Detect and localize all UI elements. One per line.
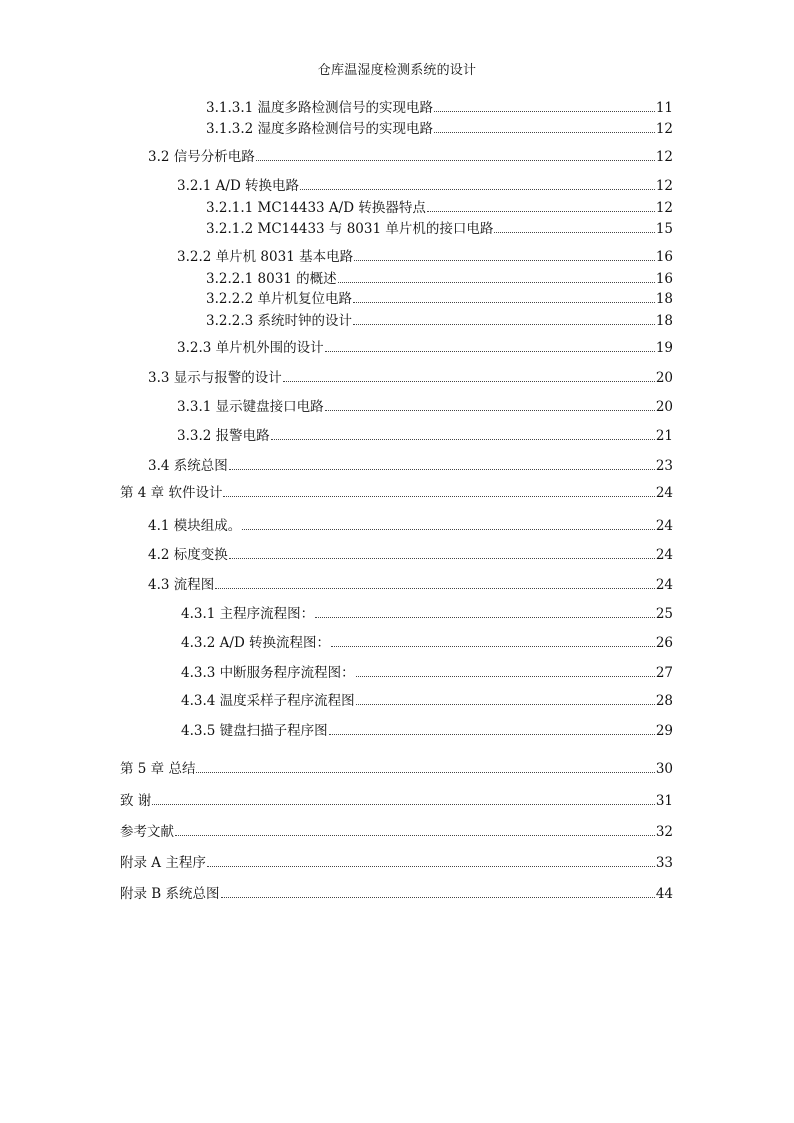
toc-entry-title: 3.1.3.1 温度多路检测信号的实现电路 — [206, 100, 434, 116]
toc-entry-title: 3.3.2 报警电路 — [177, 428, 270, 444]
toc-dot-leader — [329, 734, 655, 735]
toc-entry-page: 20 — [655, 399, 673, 415]
toc-dot-leader — [283, 381, 655, 382]
toc-entry-page: 25 — [655, 606, 673, 622]
toc-entry-title: 附录 B 系统总图 — [120, 886, 220, 902]
toc-dot-leader — [256, 160, 655, 161]
toc-dot-leader — [356, 676, 655, 677]
toc-entry-page: 12 — [655, 178, 673, 194]
toc-dot-leader — [356, 704, 655, 705]
toc-dot-leader — [494, 232, 654, 233]
toc-entry-page: 21 — [655, 428, 673, 444]
toc-entry-page: 24 — [655, 547, 673, 563]
toc-entry-page: 12 — [655, 121, 673, 137]
toc-entry-title: 3.2.1.2 MC14433 与 8031 单片机的接口电路 — [206, 221, 494, 237]
toc-entry-title: 3.3.1 显示键盘接口电路 — [177, 399, 324, 415]
toc-entry-title: 附录 A 主程序 — [120, 855, 206, 871]
toc-dot-leader — [331, 646, 655, 647]
toc-dot-leader — [353, 302, 655, 303]
toc-entry-page: 20 — [655, 370, 673, 386]
toc-entry-page: 30 — [655, 761, 673, 777]
toc-entry-4-3[interactable] — [148, 576, 673, 594]
toc-entry-acknowledgements[interactable] — [120, 792, 673, 810]
toc-entry-chapter-5[interactable] — [120, 760, 673, 778]
toc-entry-page: 33 — [655, 855, 673, 871]
toc-entry-page: 31 — [655, 793, 673, 809]
toc-dot-leader — [175, 835, 655, 836]
toc-entry-title: 3.2.2.3 系统时钟的设计 — [206, 313, 353, 329]
toc-entry-page: 19 — [655, 340, 673, 356]
toc-dot-leader — [434, 132, 655, 133]
toc-entry-4-3-5[interactable] — [181, 722, 673, 740]
toc-dot-leader — [196, 772, 654, 773]
toc-entry-title: 3.2.2.1 8031 的概述 — [206, 271, 337, 287]
toc-dot-leader — [315, 617, 655, 618]
toc-entry-page: 27 — [655, 665, 673, 681]
toc-dot-leader — [223, 496, 654, 497]
toc-entry-page: 26 — [655, 635, 673, 651]
toc-entry-3-2-1-2[interactable] — [206, 220, 673, 238]
toc-entry-3-2-1-1[interactable] — [206, 199, 673, 217]
toc-entry-page: 24 — [655, 518, 673, 534]
toc-entry-title: 第 5 章 总结 — [120, 761, 196, 777]
toc-entry-4-2[interactable] — [148, 546, 673, 564]
toc-entry-title: 4.3.1 主程序流程图： — [181, 606, 315, 622]
toc-entry-page: 24 — [655, 577, 673, 593]
toc-entry-4-3-1[interactable] — [181, 605, 673, 623]
toc-dot-leader — [221, 897, 655, 898]
toc-entry-title: 3.2.1.1 MC14433 A/D 转换器特点 — [206, 200, 426, 216]
toc-dot-leader — [229, 469, 655, 470]
toc-dot-leader — [325, 351, 655, 352]
toc-dot-leader — [152, 804, 655, 805]
toc-entry-3-2-1[interactable] — [177, 177, 673, 195]
toc-entry-title: 3.2 信号分析电路 — [148, 149, 255, 165]
toc-dot-leader — [242, 529, 655, 530]
toc-entry-3-3-1[interactable] — [177, 398, 673, 416]
toc-entry-page: 32 — [655, 824, 673, 840]
toc-entry-4-3-4[interactable] — [181, 692, 673, 710]
toc-entry-page: 16 — [655, 271, 673, 287]
toc-entry-page: 16 — [655, 249, 673, 265]
toc-entry-3-2[interactable] — [148, 148, 673, 166]
toc-entry-title: 3.1.3.2 湿度多路检测信号的实现电路 — [206, 121, 434, 137]
toc-entry-page: 24 — [655, 485, 673, 501]
toc-entry-references[interactable] — [120, 823, 673, 841]
toc-entry-title: 4.3.4 温度采样子程序流程图 — [181, 693, 355, 709]
toc-entry-3-3[interactable] — [148, 369, 673, 387]
toc-entry-page: 29 — [655, 723, 673, 739]
toc-dot-leader — [215, 588, 655, 589]
toc-entry-4-3-3[interactable] — [181, 664, 673, 682]
toc-entry-page: 12 — [655, 200, 673, 216]
toc-entry-chapter-4[interactable] — [120, 484, 673, 502]
toc-entry-3-2-2-2[interactable] — [206, 290, 673, 308]
toc-dot-leader — [271, 439, 655, 440]
toc-entry-title: 致 谢 — [120, 793, 152, 809]
toc-dot-leader — [207, 866, 655, 867]
toc-entry-appendix-a[interactable] — [120, 854, 673, 872]
toc-dot-leader — [325, 410, 655, 411]
toc-entry-title: 3.2.1 A/D 转换电路 — [177, 178, 300, 194]
toc-entry-3-2-3[interactable] — [177, 339, 673, 357]
toc-entry-3-2-2-1[interactable] — [206, 270, 673, 288]
toc-entry-4-3-2[interactable] — [181, 634, 673, 652]
toc-entry-title: 4.3.3 中断服务程序流程图： — [181, 665, 355, 681]
toc-entry-3-1-3-2[interactable] — [206, 120, 673, 138]
toc-entry-title: 3.2.2 单片机 8031 基本电路 — [177, 249, 354, 265]
toc-entry-title: 4.2 标度变换 — [148, 547, 228, 563]
toc-entry-title: 4.3.2 A/D 转换流程图： — [181, 635, 331, 651]
toc-entry-title: 4.1 模块组成。 — [148, 518, 242, 534]
toc-entry-title: 4.3.5 键盘扫描子程序图 — [181, 723, 328, 739]
toc-dot-leader — [434, 111, 655, 112]
toc-entry-page: 23 — [655, 458, 673, 474]
toc-entry-title: 3.3 显示与报警的设计 — [148, 370, 282, 386]
toc-entry-title: 3.2.3 单片机外围的设计 — [177, 340, 324, 356]
toc-dot-leader — [354, 260, 655, 261]
toc-dot-leader — [300, 189, 655, 190]
toc-entry-page: 18 — [655, 313, 673, 329]
toc-entry-4-1[interactable] — [148, 517, 673, 535]
toc-entry-3-4[interactable] — [148, 457, 673, 475]
toc-entry-title: 3.4 系统总图 — [148, 458, 228, 474]
toc-entry-title: 4.3 流程图 — [148, 577, 215, 593]
toc-entry-page: 28 — [655, 693, 673, 709]
toc-dot-leader — [338, 282, 655, 283]
toc-dot-leader — [229, 558, 655, 559]
toc-entry-title: 参考文献 — [120, 824, 174, 840]
toc-entry-3-3-2[interactable] — [177, 427, 673, 445]
toc-entry-3-2-2[interactable] — [177, 248, 673, 266]
toc-entry-title: 第 4 章 软件设计 — [120, 485, 223, 501]
toc-entry-appendix-b[interactable] — [120, 885, 673, 903]
toc-dot-leader — [427, 211, 655, 212]
toc-entry-page: 18 — [655, 291, 673, 307]
toc-entry-3-2-2-3[interactable] — [206, 312, 673, 330]
toc-entry-3-1-3-1[interactable] — [206, 99, 673, 117]
toc-entry-page: 44 — [655, 886, 673, 902]
toc-entry-title: 3.2.2.2 单片机复位电路 — [206, 291, 353, 307]
toc-entry-page: 12 — [655, 149, 673, 165]
toc-entry-page: 11 — [655, 100, 673, 116]
toc-entry-page: 15 — [655, 221, 673, 237]
toc-dot-leader — [353, 324, 655, 325]
page-header-title: 仓库温湿度检测系统的设计 — [317, 63, 477, 78]
